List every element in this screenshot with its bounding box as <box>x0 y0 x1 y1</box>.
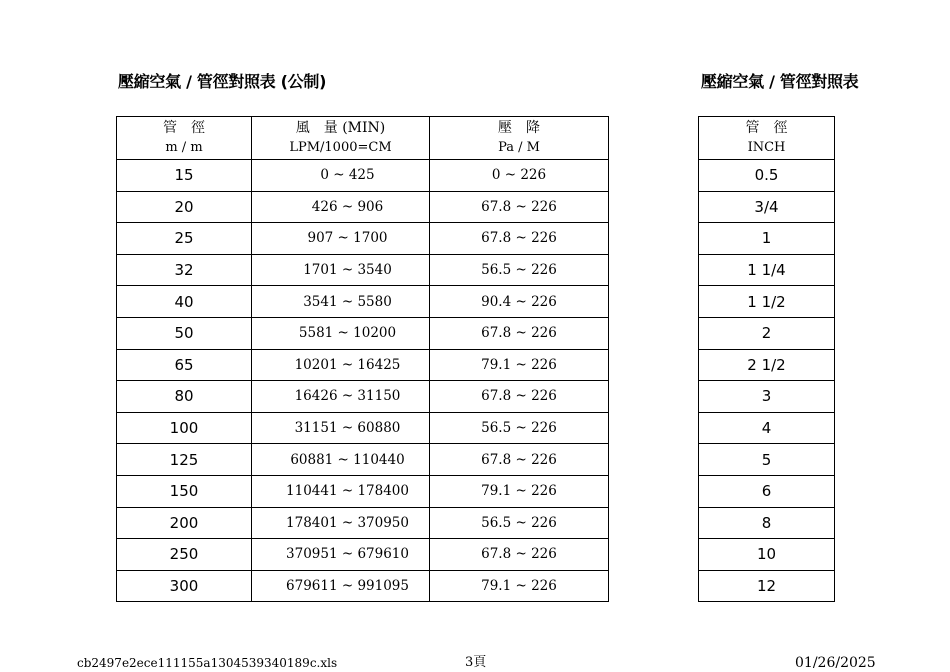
header-inch-label: 管 徑 <box>745 120 788 136</box>
cell-pressure <box>430 349 609 381</box>
table-row <box>117 160 609 192</box>
cell-diameter <box>117 539 252 571</box>
table-row <box>699 381 835 413</box>
cell-inch <box>699 317 835 349</box>
header-inch-unit: INCH <box>747 140 786 155</box>
cell-pressure-value: 67.8 ~ 226 <box>481 230 557 247</box>
header-diameter-unit: m / m <box>165 140 203 155</box>
cell-diameter <box>117 317 252 349</box>
table-row <box>117 539 609 571</box>
cell-inch-value: 5 <box>761 450 772 469</box>
cell-diameter <box>117 570 252 602</box>
cell-diameter-value: 80 <box>174 387 194 406</box>
header-pressure-label: 壓 降 <box>498 120 540 136</box>
cell-pressure <box>430 475 609 507</box>
table-row <box>117 412 609 444</box>
header-diameter <box>117 117 252 160</box>
cell-diameter <box>117 507 252 539</box>
cell-inch <box>699 286 835 318</box>
table-row <box>117 444 609 476</box>
cell-diameter-value: 20 <box>174 197 194 216</box>
cell-pressure-value: 67.8 ~ 226 <box>481 546 557 563</box>
cell-flow-value: 110441 ~ 178400 <box>286 483 409 500</box>
cell-diameter-value: 50 <box>174 324 194 343</box>
cell-pressure-value: 67.8 ~ 226 <box>481 388 557 405</box>
cell-diameter <box>117 381 252 413</box>
cell-pressure <box>430 317 609 349</box>
cell-flow-value: 679611 ~ 991095 <box>286 578 409 595</box>
cell-pressure-value: 56.5 ~ 226 <box>481 514 557 531</box>
cell-pressure-value: 0 ~ 226 <box>491 167 547 184</box>
cell-inch <box>699 160 835 192</box>
cell-diameter-value: 100 <box>169 419 199 438</box>
cell-pressure <box>430 381 609 413</box>
cell-inch-value: 1 1/2 <box>747 292 786 311</box>
cell-flow <box>252 412 430 444</box>
table-header-row <box>117 117 609 160</box>
cell-pressure <box>430 254 609 286</box>
cell-pressure <box>430 444 609 476</box>
header-diameter-label: 管 徑 <box>163 120 205 136</box>
cell-diameter-value: 125 <box>169 450 199 469</box>
cell-diameter <box>117 349 252 381</box>
cell-diameter-value: 40 <box>174 292 194 311</box>
table-row <box>117 191 609 223</box>
cell-inch <box>699 191 835 223</box>
cell-pressure-value: 56.5 ~ 226 <box>481 420 557 437</box>
cell-flow-value: 426 ~ 906 <box>311 198 384 215</box>
metric-conversion-table <box>116 116 609 602</box>
cell-diameter <box>117 191 252 223</box>
table-row <box>699 507 835 539</box>
cell-flow <box>252 507 430 539</box>
cell-inch-value: 4 <box>761 419 772 438</box>
cell-diameter-value: 32 <box>174 261 194 280</box>
cell-pressure-value: 79.1 ~ 226 <box>481 356 557 373</box>
cell-inch <box>699 444 835 476</box>
cell-flow-value: 3541 ~ 5580 <box>303 293 392 310</box>
table-row <box>699 317 835 349</box>
cell-inch <box>699 570 835 602</box>
cell-pressure-value: 67.8 ~ 226 <box>481 325 557 342</box>
cell-flow-value: 907 ~ 1700 <box>307 230 388 247</box>
cell-pressure-value: 67.8 ~ 226 <box>481 198 557 215</box>
table-row <box>699 539 835 571</box>
table-row <box>699 570 835 602</box>
cell-diameter-value: 25 <box>174 229 194 248</box>
cell-flow <box>252 570 430 602</box>
cell-flow-value: 370951 ~ 679610 <box>286 546 409 563</box>
table-row <box>699 191 835 223</box>
cell-pressure <box>430 507 609 539</box>
table-row <box>699 160 835 192</box>
cell-diameter-value: 150 <box>169 482 199 501</box>
cell-inch-value: 2 1/2 <box>747 355 786 374</box>
header-inch <box>699 117 835 160</box>
cell-inch <box>699 539 835 571</box>
table-row <box>117 570 609 602</box>
cell-flow <box>252 381 430 413</box>
cell-diameter-value: 65 <box>174 355 194 374</box>
cell-inch <box>699 349 835 381</box>
footer-date: 01/26/2025 <box>795 655 876 671</box>
table-row <box>117 381 609 413</box>
page-title: 壓縮空氣 / 管徑對照表 (公制) <box>118 72 327 91</box>
table-row <box>117 475 609 507</box>
header-pressure-unit: Pa / M <box>498 140 540 155</box>
table-row <box>699 286 835 318</box>
header-pressure <box>430 117 609 160</box>
cell-flow-value: 10201 ~ 16425 <box>294 356 401 373</box>
cell-flow-value: 31151 ~ 60880 <box>294 420 401 437</box>
table-row <box>699 254 835 286</box>
cell-diameter <box>117 412 252 444</box>
cell-inch <box>699 412 835 444</box>
table-row <box>699 444 835 476</box>
table-row <box>117 254 609 286</box>
table-header-row <box>699 117 835 160</box>
cell-pressure <box>430 286 609 318</box>
cell-flow <box>252 317 430 349</box>
cell-pressure <box>430 223 609 255</box>
cell-flow <box>252 475 430 507</box>
cell-pressure-value: 90.4 ~ 226 <box>481 293 557 310</box>
cell-pressure <box>430 412 609 444</box>
cell-diameter <box>117 223 252 255</box>
cell-diameter <box>117 475 252 507</box>
cell-diameter-value: 15 <box>174 166 194 185</box>
table-row <box>117 317 609 349</box>
cell-inch <box>699 475 835 507</box>
cell-inch-value: 0.5 <box>754 166 779 185</box>
cell-flow <box>252 349 430 381</box>
cell-diameter-value: 250 <box>169 545 199 564</box>
cell-inch <box>699 507 835 539</box>
table-row <box>117 286 609 318</box>
cell-flow <box>252 539 430 571</box>
cell-inch-value: 1 1/4 <box>747 261 786 280</box>
cell-inch <box>699 254 835 286</box>
footer-filename: cb2497e2ece111155a1304539340189c.xls <box>77 656 338 670</box>
cell-flow <box>252 160 430 192</box>
table-row <box>699 349 835 381</box>
table-row <box>699 412 835 444</box>
cell-flow-value: 60881 ~ 110440 <box>290 451 405 468</box>
footer-page-number: 3頁 <box>465 655 487 670</box>
cell-pressure-value: 56.5 ~ 226 <box>481 262 557 279</box>
cell-pressure-value: 79.1 ~ 226 <box>481 578 557 595</box>
cell-diameter <box>117 254 252 286</box>
cell-diameter-value: 200 <box>169 513 199 532</box>
cell-pressure <box>430 191 609 223</box>
cell-pressure-value: 67.8 ~ 226 <box>481 451 557 468</box>
table-row <box>117 507 609 539</box>
cell-flow-value: 178401 ~ 370950 <box>286 514 409 531</box>
cell-flow <box>252 191 430 223</box>
cell-inch-value: 12 <box>756 577 777 596</box>
cell-flow <box>252 444 430 476</box>
cell-inch-value: 2 <box>761 324 772 343</box>
cell-flow-value: 16426 ~ 31150 <box>294 388 401 405</box>
table-row <box>699 475 835 507</box>
cell-inch-value: 1 <box>761 229 772 248</box>
cell-pressure <box>430 539 609 571</box>
cell-diameter <box>117 160 252 192</box>
cell-inch-value: 8 <box>761 513 772 532</box>
cell-diameter <box>117 286 252 318</box>
header-flow <box>252 117 430 160</box>
cell-inch-value: 3/4 <box>754 197 779 216</box>
cell-flow <box>252 286 430 318</box>
cell-pressure <box>430 570 609 602</box>
cell-pressure <box>430 160 609 192</box>
cell-inch-value: 3 <box>761 387 772 406</box>
table-row <box>117 349 609 381</box>
cell-flow-value: 0 ~ 425 <box>320 167 375 184</box>
cell-pressure-value: 79.1 ~ 226 <box>481 483 557 500</box>
cell-inch <box>699 381 835 413</box>
cell-inch-value: 10 <box>756 545 777 564</box>
cell-inch-value: 6 <box>761 482 772 501</box>
header-flow-label: 風 量 (MIN) <box>295 120 386 136</box>
table-row <box>117 223 609 255</box>
cell-flow <box>252 223 430 255</box>
cell-diameter-value: 300 <box>169 577 199 596</box>
cell-diameter <box>117 444 252 476</box>
page-title-continued: 壓縮空氣 / 管徑對照表 <box>701 72 859 91</box>
cell-flow-value: 5581 ~ 10200 <box>298 325 397 342</box>
inch-conversion-table <box>698 116 835 602</box>
cell-flow <box>252 254 430 286</box>
cell-flow-value: 1701 ~ 3540 <box>303 262 392 279</box>
table-row <box>699 223 835 255</box>
cell-inch <box>699 223 835 255</box>
header-flow-unit: LPM/1000=CM <box>289 140 392 155</box>
